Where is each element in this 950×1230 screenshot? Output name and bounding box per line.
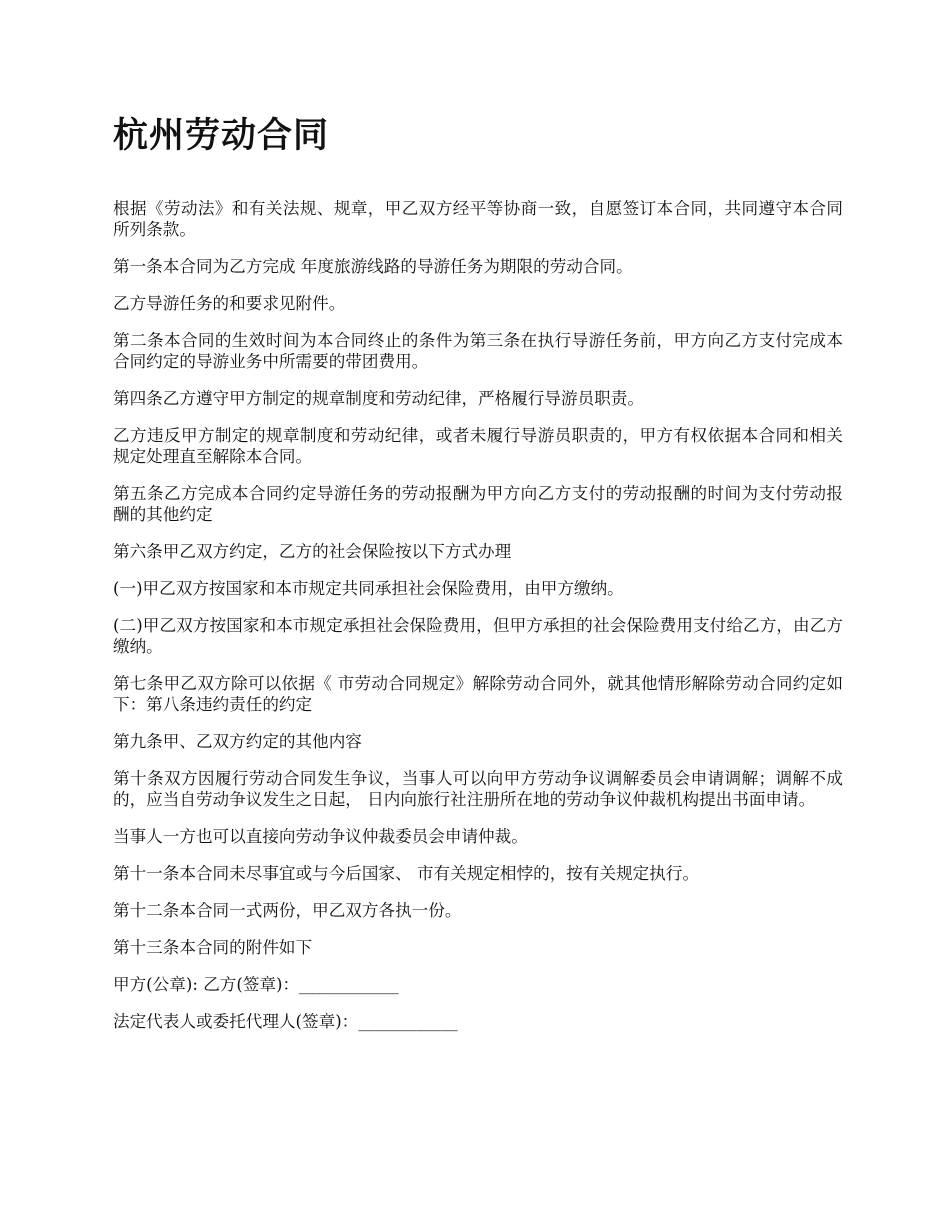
paragraph-article-10-note: 当事人一方也可以直接向劳动争议仲裁委员会申请仲裁。 bbox=[113, 827, 528, 846]
paragraph-article-13: 第十三条本合同的附件如下 bbox=[113, 938, 313, 957]
paragraph-preamble: 根据《劳动法》和有关法规、规章，甲乙双方经平等协商一致，自愿签订本合同，共同遵守本合同所列条款。 bbox=[113, 199, 843, 239]
paragraph-article-6: 第六条甲乙双方约定，乙方的社会保险按以下方式办理 bbox=[113, 542, 512, 561]
document-title: 杭州劳动合同 bbox=[113, 115, 330, 156]
paragraph-article-4: 第四条乙方遵守甲方制定的规章制度和劳动纪律，严格履行导游员职责。 bbox=[113, 389, 644, 408]
paragraph-article-5: 第五条乙方完成本合同约定导游任务的劳动报酬为甲方向乙方支付的劳动报酬的时间为支付劳动报酬的其他约定 bbox=[113, 484, 843, 524]
paragraph-article-1-note: 乙方导游任务的和要求见附件。 bbox=[113, 294, 346, 313]
document-page bbox=[113, 112, 843, 1032]
paragraph-article-1: 第一条本合同为乙方完成 年度旅游线路的导游任务为期限的劳动合同。 bbox=[113, 257, 633, 276]
paragraph-article-6-item-2: (二)甲乙双方按国家和本市规定承担社会保险费用，但甲方承担的社会保险费用支付给乙方，由乙方缴纳。 bbox=[113, 616, 843, 656]
paragraph-article-4-note: 乙方违反甲方制定的规章制度和劳动纪律，或者未履行导游员职责的，甲方有权依据本合同和相关规定处理直至解除本合同。 bbox=[113, 426, 843, 466]
paragraph-article-7: 第七条甲乙双方除可以依据《 市劳动合同规定》解除劳动合同外，就其他情形解除劳动合同约定如下：第八条违约责任的约定 bbox=[113, 674, 843, 714]
paragraph-article-9: 第九条甲、乙双方约定的其他内容 bbox=[113, 732, 362, 751]
paragraph-article-6-item-1: (一)甲乙双方按国家和本市规定共同承担社会保险费用，由甲方缴纳。 bbox=[113, 579, 624, 598]
paragraph-article-10: 第十条双方因履行劳动合同发生争议，当事人可以向甲方劳动争议调解委员会申请调解；调解不成的，应当自劳动争议发生之日起， 日内向旅行社注册所在地的劳动争议仲裁机构提出书面申请。 bbox=[113, 769, 843, 809]
paragraph-article-12: 第十二条本合同一式两份，甲乙双方各执一份。 bbox=[113, 901, 462, 920]
signature-line-parties: 甲方(公章): 乙方(签章)：____________ bbox=[113, 975, 399, 994]
document-body bbox=[113, 198, 843, 1032]
paragraph-article-11: 第十一条本合同未尽事宜或与今后国家、 市有关规定相悖的，按有关规定执行。 bbox=[113, 864, 700, 883]
paragraph-article-2: 第二条本合同的生效时间为本合同终止的条件为第三条在执行导游任务前，甲方向乙方支付完成本合同约定的导游业务中所需要的带团费用。 bbox=[113, 331, 843, 371]
signature-line-representative: 法定代表人或委托代理人(签章)：____________ bbox=[113, 1012, 458, 1031]
